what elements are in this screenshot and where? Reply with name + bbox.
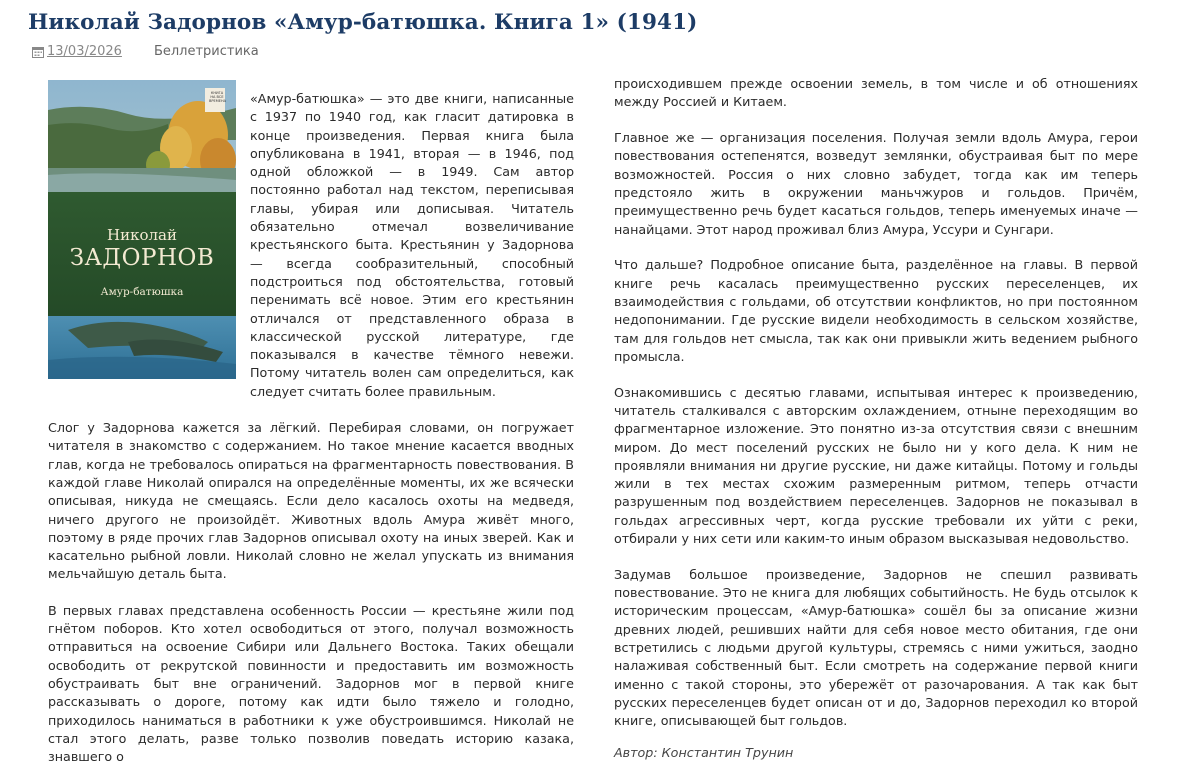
article-paragraph: Задумав большое произведение, Задорнов не спешил развивать повествование. Это не книга для любящих событийность. Не будь отсылок к историческим процессам, «Амур-батюшка» сошёл бы за описание жизни древних людей, решивших найти для себя новое место обитания, где они встретились с людьми другой культуры, стремясь с ними ужиться, заодно налаживая собственный быт. Если смотреть на содержание первой книги именно с такой стороны, это убережёт от разочарования. А так как быт русских переселенцев будет описан от и до, Задорнов переходил ко второй книге, описывающей быт гольдов.	[614, 566, 1138, 729]
author-credit: Автор: Константин Трунин	[614, 745, 794, 760]
article-body-left-column	[48, 80, 574, 784]
article-paragraph: В первых главах представлена особенность России — крестьяне жили под гнётом поборов. Кто хотел освободиться от этого, получал возможность отправиться на освоение Сибири или Дальнего Востока. Таких обещали освободить от рекрутской повинности и предоставить им возможность обустраивать быт вне ограничений. Задорнов мог в первой книге рассказывать о дороге, потому как идти было тяжело и голодно, приходилось наниматься в работники к уже обустроившимся. Николай не стал этого делать, разве только позволив поведать историю казака, знавшего о	[48, 602, 574, 765]
category-link[interactable]: Беллетристика	[153, 44, 259, 59]
post-date-link[interactable]: 13/03/2026	[47, 44, 122, 59]
article-paragraph: Ознакомившись с десятью главами, испытывая интерес к произведению, читатель сталкивался с авторским охлаждением, отныне переходящим во фрагментарное изложение. Это понятно из-за отсутствия связи с внешним миром. До мест поселений русских не было ни у кого дела. К ним не проявляли внимания ни другие русские, ни даже китайцы. Потому и гольды жили в тех местах схожим размеренным ритмом, теперь отчасти разрушенным под воздействием переселенцев. Задорнов не показывал в гольдах агрессивных черт, когда русские требовали их уйти с реки, отбирали у них сети или каким-то иным образом высказывая недовольство.	[614, 384, 1138, 547]
article-paragraph: «Амур-батюшка» — это две книги, написанные с 1937 по 1940 год, как гласит датировка в конце произведения. Первая книга была опубликована в 1941, вторая — в 1946, под одной обложкой — в 1949. Сам автор постоянно работал над текстом, переписывая главы, убирая или дописывая. Читатель обязательно отмечал возвеличивание крестьянского быта. Крестьянин у Задорнова — всегда сообразительный, способный подстроиться под обстоятельства, готовый перенимать всё новое. Этим его крестьянин отличался от представленного образа в классической русской литературе, где показывался в качестве тёмного невежи. Потому читатель волен сам определиться, как следует считать более правильным.	[250, 91, 574, 399]
book-cover-image	[48, 80, 236, 379]
article-paragraph: Главное же — организация поселения. Получая земли вдоль Амура, герои повествования остепенятся, возведут землянки, обустраивая быт по мере возможностей. Россия о них словно забудет, тогда как им теперь предстояло жить в окружении маньчжуров и гольдов. Причём, преимущественно речь будет касаться гольдов, теперь именуемых иначе — нанайцами. Этот народ проживал близ Амура, Уссури и Сунгари.	[614, 130, 1138, 237]
publisher-logo: КНИГА НА ВСЕ ВРЕМЕНА	[209, 91, 226, 103]
article-paragraph: происходившем прежде освоении земель, в том числе и об отношениях между Россией и Китаем.	[614, 76, 1138, 110]
article-body-right-column	[614, 75, 1138, 760]
cover-author-first: Николай	[107, 226, 177, 244]
page-title: Николай Задорнов «Амур-батюшка. Книга 1» (1941)	[28, 10, 698, 35]
cover-author-last: ЗАДОРНОВ	[69, 245, 215, 271]
cover-book-title: Амур-батюшка	[100, 286, 184, 298]
article-paragraph: Слог у Задорнова кажется за лёгкий. Перебирая словами, он погружает читателя в знакомство с содержанием. Но такое мнение касается вводных глав, когда не требовалось опираться на фрагментарность повествования. В каждой главе Николай опирался на определённые моменты, их же всячески описывая, никуда не смещаясь. Если дело касалось охоты на медведя, ничего другого не произойдёт. Животных вдоль Амура живёт много, поэтому в ряде прочих глав Задорнов описывал охоту на иных зверей. Как и касательно рыбной ловли. Николай словно не желал упускать из внимания мельчайшую деталь быта.	[48, 420, 574, 582]
post-meta	[32, 44, 259, 59]
article-paragraph: Что дальше? Подробное описание быта, разделённое на главы. В первой книге речь касалась преимущественно русских переселенцев, их взаимодействия с гольдами, об отсутствии конфликтов, но при постоянном недопонимании. Где русские видели необходимость в сельском хозяйстве, там для гольдов нет смысла, так как они привыкли жить ведением рыбного промысла.	[614, 257, 1138, 364]
calendar-icon	[32, 46, 44, 58]
